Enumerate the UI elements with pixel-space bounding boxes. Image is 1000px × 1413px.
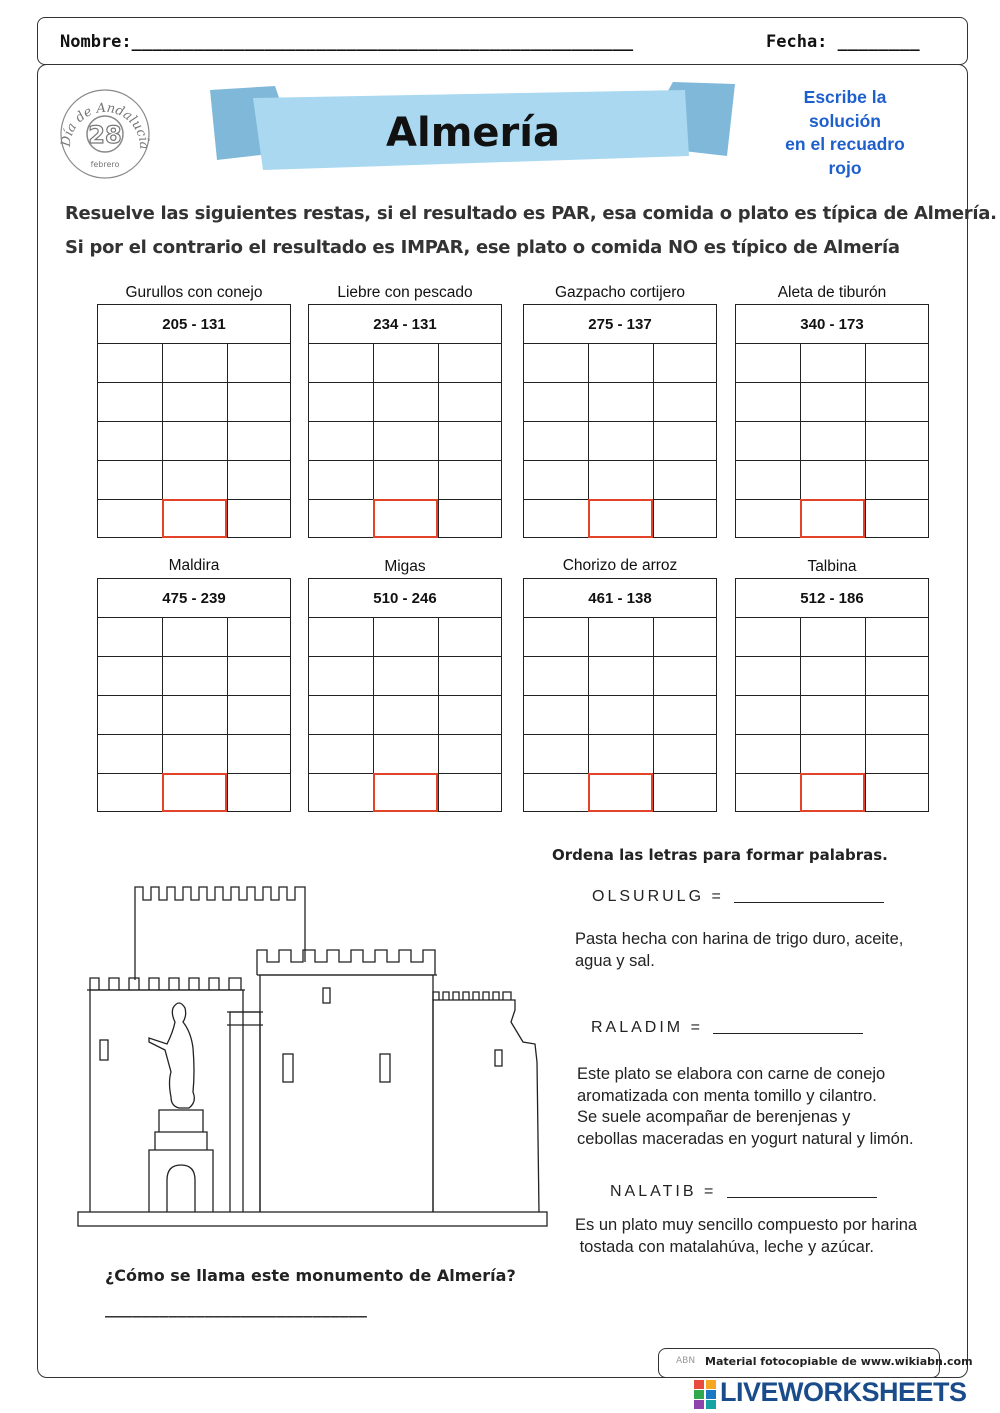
name-field[interactable] — [60, 32, 633, 52]
grid-line — [309, 460, 501, 461]
ordena-title: Ordena las letras para formar palabras. — [552, 846, 888, 864]
grid-line — [524, 460, 716, 461]
name-date-header — [37, 17, 968, 65]
grid-line — [736, 421, 928, 422]
grid-line — [736, 656, 928, 657]
badge-month: febrero — [90, 160, 120, 169]
grid-line — [227, 618, 228, 812]
grid-line — [309, 421, 501, 422]
grid-line — [524, 382, 716, 383]
dish-label: Maldira — [168, 557, 220, 574]
grid-line — [653, 344, 654, 538]
alcazaba-monument-illustration — [75, 882, 550, 1230]
grid-line — [98, 695, 290, 696]
date-label: Fecha: — [766, 32, 828, 52]
side-instruction-line: rojo — [828, 157, 862, 178]
equals-sign: = — [690, 1019, 700, 1036]
badge-number: 28 — [88, 121, 122, 149]
grid-line — [309, 734, 501, 735]
answer-box[interactable] — [588, 773, 653, 812]
subtraction-operation: 234 - 131 — [309, 305, 501, 344]
badge-text-path: Día de Andalucía — [58, 100, 152, 150]
grid-line — [524, 421, 716, 422]
grid-line — [438, 344, 439, 538]
grid-line — [98, 382, 290, 383]
subtraction-grid — [523, 304, 717, 538]
date-field[interactable] — [766, 32, 920, 52]
equals-sign: = — [703, 1183, 714, 1200]
dish-label: Aleta de tiburón — [777, 284, 887, 301]
word-definition: Es un plato muy sencillo compuesto por harina tostada con matalahúva, leche y azúcar. — [575, 1216, 918, 1256]
footer-copyright: Material fotocopiable de www.wikiabn.com — [705, 1355, 973, 1368]
dish-label: Talbina — [807, 558, 857, 575]
scrambled-word: RALADIM — [591, 1019, 684, 1036]
side-instruction-line: Escribe la — [803, 87, 887, 107]
scrambled-word-row — [610, 1183, 877, 1201]
subtraction-operation: 510 - 246 — [309, 579, 501, 618]
grid-line — [736, 734, 928, 735]
subtraction-operation: 475 - 239 — [98, 579, 290, 618]
logo-square — [706, 1390, 716, 1399]
grid-line — [736, 460, 928, 461]
instruction-line-2: Si por el contrario el resultado es IMPAR, ese plato o comida NO es típico de Almería — [65, 237, 900, 258]
date-blank: ________ — [837, 32, 920, 52]
scrambled-word: NALATIB — [610, 1183, 697, 1200]
dish-label: Liebre con pescado — [337, 284, 473, 301]
subtraction-operation: 461 - 138 — [524, 579, 716, 618]
dia-de-andalucia-badge — [56, 87, 154, 181]
scrambled-word-row — [591, 1019, 863, 1037]
grid-line — [736, 695, 928, 696]
answer-line[interactable] — [713, 1033, 863, 1034]
side-instruction-line: en el recuadro — [785, 134, 905, 154]
subtraction-operation: 512 - 186 — [736, 579, 928, 618]
grid-line — [865, 618, 866, 812]
side-instruction — [770, 86, 920, 180]
grid-line — [736, 382, 928, 383]
answer-line[interactable] — [734, 902, 884, 903]
subtraction-operation: 340 - 173 — [736, 305, 928, 344]
subtraction-grid — [308, 578, 502, 812]
instruction-line-1: Resuelve las siguientes restas, si el resultado es PAR, esa comida o plato es típica de Almería. — [65, 203, 997, 224]
monument-answer-line[interactable]: _____________________________ — [105, 1300, 367, 1318]
abn-logo: ABN — [676, 1356, 696, 1366]
answer-line[interactable] — [727, 1197, 877, 1198]
grid-line — [309, 656, 501, 657]
word-definition: Este plato se elabora con carne de conejo aromatizada con menta tomillo y cilantro. Se suele acompañar de berenjenas y cebollas maceradas en yogurt natural y limón. — [577, 1065, 914, 1148]
word-definition: Pasta hecha con harina de trigo duro, aceite, agua y sal. — [575, 930, 904, 970]
grid-line — [309, 382, 501, 383]
name-blank: _________________________________________________ — [131, 32, 634, 52]
grid-line — [98, 656, 290, 657]
subtraction-grid — [523, 578, 717, 812]
answer-box[interactable] — [162, 773, 227, 812]
grid-line — [524, 734, 716, 735]
grid-line — [865, 344, 866, 538]
scrambled-word: OLSURULG — [592, 888, 705, 905]
grid-line — [98, 460, 290, 461]
dish-label: Chorizo de arroz — [562, 557, 678, 574]
monument-question: ¿Cómo se llama este monumento de Almería? — [105, 1266, 516, 1285]
grid-line — [309, 695, 501, 696]
grid-line — [524, 656, 716, 657]
grid-line — [524, 695, 716, 696]
subtraction-grid — [735, 304, 929, 538]
liveworksheets-brand[interactable]: LIVEWORKSHEETS — [720, 1377, 967, 1407]
logo-square — [706, 1400, 716, 1409]
subtraction-grid — [308, 304, 502, 538]
answer-box[interactable] — [162, 499, 227, 538]
logo-square — [706, 1380, 716, 1389]
name-label: Nombre: — [60, 32, 132, 52]
grid-line — [227, 344, 228, 538]
grid-line — [98, 734, 290, 735]
logo-square — [694, 1400, 704, 1409]
dish-label: Gazpacho cortijero — [554, 284, 686, 301]
subtraction-grid — [735, 578, 929, 812]
subtraction-grid — [97, 578, 291, 812]
answer-box[interactable] — [373, 499, 438, 538]
logo-square — [694, 1390, 704, 1399]
page-title: Almería — [386, 110, 560, 156]
dish-label: Migas — [384, 558, 426, 575]
logo-square — [694, 1380, 704, 1389]
subtraction-operation: 205 - 131 — [98, 305, 290, 344]
subtraction-operation: 275 - 137 — [524, 305, 716, 344]
side-instruction-line: solución — [809, 110, 881, 131]
equals-sign: = — [711, 888, 721, 905]
answer-box[interactable] — [588, 499, 653, 538]
liveworksheets-logo-icon — [694, 1380, 718, 1410]
subtraction-grid — [97, 304, 291, 538]
answer-box[interactable] — [800, 773, 865, 812]
scrambled-word-row — [592, 888, 884, 906]
grid-line — [653, 618, 654, 812]
grid-line — [438, 618, 439, 812]
grid-line — [98, 421, 290, 422]
dish-label: Gurullos con conejo — [125, 284, 263, 301]
answer-box[interactable] — [373, 773, 438, 812]
answer-box[interactable] — [800, 499, 865, 538]
